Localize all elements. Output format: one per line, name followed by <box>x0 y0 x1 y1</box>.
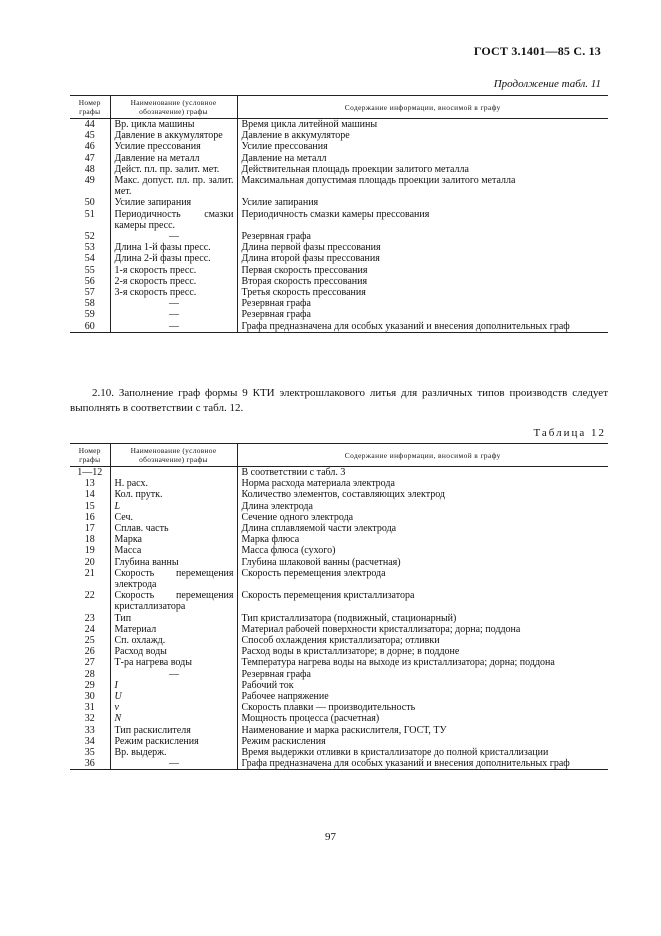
row-content: Первая скорость прессования <box>241 264 368 276</box>
row-name: N <box>110 713 237 724</box>
row-content: Давление в аккумуляторе <box>241 130 350 142</box>
row-number: 30 <box>84 691 95 703</box>
row-content: Скорость перемещения электрода <box>241 567 386 579</box>
table-11 <box>70 95 608 333</box>
row-name: Длина 2-й фазы пресс. <box>110 253 237 264</box>
row-number: 19 <box>84 545 95 557</box>
table-row <box>70 590 608 612</box>
row-name: U <box>110 691 237 702</box>
row-content: Графа предназначена для особых указаний и внесения дополнительных граф <box>237 321 608 333</box>
column-header-number: Номер графы <box>70 96 110 119</box>
row-name: Скорость перемещения кристаллизатора <box>110 590 237 612</box>
row-content: Усилие запирания <box>241 197 319 209</box>
table-row <box>70 119 608 131</box>
row-name: Усилие прессования <box>110 141 237 152</box>
row-content: Сечение одного электрода <box>241 511 354 523</box>
row-name: Дейст. пл. пр. залит. мет. <box>110 164 237 175</box>
row-name: 2-я скорость пресс. <box>110 276 237 287</box>
row-name: — <box>110 231 237 242</box>
row-content: Давление на металл <box>241 152 327 164</box>
table-row <box>70 657 608 668</box>
row-content: Мощность процесса (расчетная) <box>241 713 380 725</box>
row-number: 59 <box>84 309 95 321</box>
row-name: v <box>110 702 237 713</box>
table-row <box>70 758 608 770</box>
row-name: Макс. допуст. пл. пр. залит. мет. <box>110 175 237 197</box>
row-number: 26 <box>84 646 95 658</box>
row-number: 44 <box>84 119 95 130</box>
row-number: 13 <box>84 478 95 490</box>
row-number: 29 <box>84 679 95 691</box>
table-row <box>70 141 608 152</box>
row-content: Расход воды в кристаллизаторе; в дорне; в поддоне <box>241 646 460 658</box>
row-content: Резервная графа <box>241 309 311 321</box>
row-number: 47 <box>84 152 95 164</box>
row-name: 3-я скорость пресс. <box>110 287 237 298</box>
table-row <box>70 253 608 264</box>
table-row <box>70 747 608 758</box>
table-row <box>70 287 608 298</box>
row-content: Длина сплавляемой части электрода <box>241 523 397 535</box>
row-content: Режим раскисления <box>241 735 326 747</box>
row-content: Длина первой фазы прессования <box>241 242 381 254</box>
row-name: L <box>110 501 237 512</box>
column-header-name: Наименование (условное обозначение) графы <box>110 444 237 467</box>
row-number: 31 <box>84 702 95 714</box>
table-row <box>70 691 608 702</box>
row-number: 17 <box>84 523 95 535</box>
column-header-content: Содержание информации, вносимой в графу <box>237 96 608 119</box>
row-name: Сплав. часть <box>110 523 237 534</box>
table-row <box>70 309 608 320</box>
table-continuation-label: Продолжение табл. 11 <box>493 78 601 90</box>
row-name: — <box>110 309 237 320</box>
row-content: Материал рабочей поверхности кристаллизатора; дорна; поддона <box>241 623 521 635</box>
row-content: Резервная графа <box>241 298 311 310</box>
table-row <box>70 467 608 479</box>
row-name: Сеч. <box>110 512 237 523</box>
row-content: Длина второй фазы прессования <box>241 253 380 265</box>
row-content: Действительная площадь проекции залитого металла <box>241 163 469 175</box>
row-number: 52 <box>84 231 95 243</box>
table-row <box>70 276 608 287</box>
table-11-body <box>70 119 608 333</box>
table-header-row <box>70 444 608 467</box>
row-name: Периодичность смазки камеры пресс. <box>110 209 237 231</box>
row-content: Длина электрода <box>241 500 313 512</box>
row-content: Температура нагрева воды на выходе из кристаллизатора; дорна; поддона <box>241 657 555 669</box>
table-row <box>70 175 608 197</box>
table-row <box>70 153 608 164</box>
table-row <box>70 568 608 590</box>
row-number: 18 <box>84 534 95 546</box>
column-header-name: Наименование (условное обозначение) графы <box>110 96 237 119</box>
row-content: Марка флюса <box>241 534 300 546</box>
row-number: 33 <box>84 724 95 736</box>
row-content: Резервная графа <box>241 668 311 680</box>
row-content: Рабочий ток <box>241 679 294 691</box>
table-row <box>70 646 608 657</box>
table-row <box>70 669 608 680</box>
row-name: Н. расх. <box>110 478 237 489</box>
row-content: В соответствии с табл. 3 <box>241 467 346 478</box>
table-row <box>70 713 608 724</box>
table-row <box>70 197 608 208</box>
table-row <box>70 489 608 500</box>
row-number: 28 <box>84 668 95 680</box>
table-row <box>70 613 608 624</box>
row-name: Материал <box>110 624 237 635</box>
table-row <box>70 523 608 534</box>
row-number: 1—12 <box>77 467 103 478</box>
row-number: 15 <box>84 500 95 512</box>
row-name: Длина 1-й фазы пресс. <box>110 242 237 253</box>
table-row <box>70 242 608 253</box>
table-row <box>70 557 608 568</box>
row-number: 21 <box>84 567 95 579</box>
row-name: — <box>110 669 237 680</box>
row-name: Вр. цикла машины <box>110 119 237 131</box>
table-row <box>70 164 608 175</box>
row-name: Вр. выдерж. <box>110 747 237 758</box>
row-number: 57 <box>84 287 95 299</box>
row-number: 32 <box>84 713 95 725</box>
row-number: 45 <box>84 130 95 142</box>
table-row <box>70 725 608 736</box>
row-number: 53 <box>84 242 95 254</box>
row-number: 24 <box>84 623 95 635</box>
table-row <box>70 680 608 691</box>
row-content: Наименование и марка раскислителя, ГОСТ, ТУ <box>241 724 447 736</box>
row-name: — <box>110 321 237 333</box>
row-number: 20 <box>84 556 95 568</box>
row-number: 46 <box>84 141 95 153</box>
row-name: Усилие запирания <box>110 197 237 208</box>
table-row <box>70 209 608 231</box>
row-name: — <box>110 758 237 770</box>
row-content: Резервная графа <box>241 231 311 243</box>
table-row <box>70 545 608 556</box>
row-number: 48 <box>84 163 95 175</box>
table-row <box>70 702 608 713</box>
row-content: Время выдержки отливки в кристаллизаторе до полной кристаллизации <box>241 747 549 759</box>
table-row <box>70 298 608 309</box>
row-number: 25 <box>84 635 95 647</box>
row-number: 54 <box>84 253 95 265</box>
row-content: Количество элементов, составляющих электрод <box>241 489 445 501</box>
column-header-content: Содержание информации, вносимой в графу <box>237 444 608 467</box>
table-12 <box>70 443 608 770</box>
row-content: Норма расхода материала электрода <box>241 478 395 490</box>
row-content: Графа предназначена для особых указаний и внесения дополнительных граф <box>237 758 608 770</box>
row-content: Способ охлаждения кристаллизатора; отливки <box>241 635 440 647</box>
row-number: 34 <box>84 735 95 747</box>
row-name: Давление на металл <box>110 153 237 164</box>
row-number: 27 <box>84 657 95 669</box>
row-content: Периодичность смазки камеры прессования <box>241 208 430 220</box>
row-content: Скорость плавки — производительность <box>241 702 416 714</box>
row-content: Вторая скорость прессования <box>241 275 368 287</box>
row-name: Масса <box>110 545 237 556</box>
table-row <box>70 265 608 276</box>
table-row <box>70 478 608 489</box>
row-name: Т-ра нагрева воды <box>110 657 237 668</box>
row-name <box>110 467 237 479</box>
row-content: Третья скорость прессования <box>241 287 366 299</box>
row-content: Время цикла литейной машины <box>241 119 378 130</box>
table-row <box>70 231 608 242</box>
row-number: 22 <box>84 590 95 602</box>
row-name: Глубина ванны <box>110 557 237 568</box>
row-name: — <box>110 298 237 309</box>
row-name: Кол. прутк. <box>110 489 237 500</box>
row-number: 36 <box>70 758 110 770</box>
row-content: Глубина шлаковой ванны (расчетная) <box>241 556 401 568</box>
row-name: Тип <box>110 613 237 624</box>
row-number: 58 <box>84 298 95 310</box>
table-12-body <box>70 467 608 770</box>
table-row <box>70 534 608 545</box>
row-name: Режим раскисления <box>110 736 237 747</box>
row-number: 35 <box>84 747 95 759</box>
row-number: 50 <box>84 197 95 209</box>
row-number: 16 <box>84 511 95 523</box>
row-number: 60 <box>70 321 110 333</box>
table-row <box>70 635 608 646</box>
row-name: I <box>110 680 237 691</box>
table-header-row <box>70 96 608 119</box>
row-content: Тип кристаллизатора (подвижный, стационарный) <box>241 612 457 624</box>
row-name: Давление в аккумуляторе <box>110 130 237 141</box>
row-number: 55 <box>84 264 95 276</box>
row-number: 14 <box>84 489 95 501</box>
row-number: 51 <box>84 208 95 220</box>
row-content: Масса флюса (сухого) <box>241 545 336 557</box>
table-row <box>70 512 608 523</box>
row-content: Усилие прессования <box>241 141 328 153</box>
page-number: 97 <box>325 831 336 843</box>
table-12-caption: Таблица 12 <box>533 427 606 439</box>
section-paragraph: 2.10. Заполнение граф формы 9 КТИ электрошлакового литья для различных типов производств следует выполнять в соответствии с табл. 12. <box>70 387 608 414</box>
table-row <box>70 501 608 512</box>
row-number: 23 <box>84 612 95 624</box>
table-row <box>70 736 608 747</box>
row-content: Рабочее напряжение <box>241 691 329 703</box>
row-name: Расход воды <box>110 646 237 657</box>
row-content: Скорость перемещения кристаллизатора <box>241 590 415 602</box>
row-name: 1-я скорость пресс. <box>110 265 237 276</box>
row-number: 49 <box>84 175 95 187</box>
row-name: Скорость перемещения электрода <box>110 568 237 590</box>
row-number: 56 <box>84 275 95 287</box>
document-header: ГОСТ 3.1401—85 С. 13 <box>473 44 601 58</box>
column-header-number: Номер графы <box>70 444 110 467</box>
row-name: Тип раскислителя <box>110 725 237 736</box>
row-name: Марка <box>110 534 237 545</box>
table-row <box>70 321 608 333</box>
row-name: Сп. охлажд. <box>110 635 237 646</box>
table-row <box>70 624 608 635</box>
row-content: Максимальная допустимая площадь проекции залитого металла <box>241 175 516 187</box>
table-row <box>70 130 608 141</box>
